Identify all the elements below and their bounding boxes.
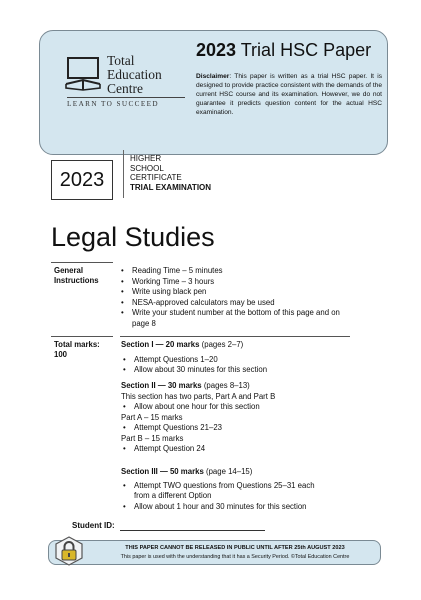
security-footer [48,540,381,565]
section-2-intro: This section has two parts, Part A and Part B [121,391,276,401]
hsc-title-block [130,154,211,192]
hsc-line: CERTIFICATE [130,173,182,182]
paper-title-rest: Trial HSC Paper [240,40,372,60]
section-name: Section II [121,381,156,390]
section-marks: 30 marks [167,381,202,390]
section-heading: Section III — 50 marks (page 14–15) [121,467,253,476]
disclaimer-label: Disclaimer [196,73,230,80]
section-rule [120,336,350,337]
logo-tagline: LEARN TO SUCCEED [67,100,160,108]
open-book-icon [64,56,102,92]
student-id-label: Student ID: [72,521,115,530]
list-item: • Allow about 1 hour and 30 minutes for this section [121,502,321,513]
subject-title: Legal Studies [51,222,215,252]
hsc-trial-line: TRIAL EXAMINATION [130,182,212,192]
paper-title [196,40,382,61]
list-item: • Attempt Questions 1–20 [121,355,371,366]
section-name: Section III [121,467,158,476]
section-rule [51,336,113,337]
list-item: • Attempt TWO questions from Questions 25–31 each from a different Option [121,481,321,502]
section-1-list [121,355,371,376]
logo-line: Total [107,53,135,68]
list-item: • Working Time – 3 hours [119,277,359,288]
section-pages: (pages 8–13) [203,381,250,390]
section-3-list [121,481,321,513]
total-marks-value: 100 [54,350,68,359]
padlock-badge-icon [55,536,83,566]
hsc-line: SCHOOL [130,163,164,173]
section-name: Section I [121,340,154,349]
section-heading: Section II — 30 marks (pages 8–13) [121,381,250,390]
section-pages: (pages 2–7) [201,340,244,349]
label-line: Instructions [54,276,99,285]
paper-title-year: 2023 [196,40,237,60]
exam-year-divider [123,150,124,198]
exam-year-box: 2023 [51,160,113,200]
list-item: • Attempt Questions 21–23 [121,423,371,434]
list-item: • Reading Time – 5 minutes [119,266,359,277]
logo-wordmark [107,54,187,96]
section-2-list [121,402,371,413]
part-b-heading: Part B – 15 marks [121,433,184,443]
section-marks: 20 marks [165,340,200,349]
section-pages: (page 14–15) [205,467,253,476]
student-id-field[interactable] [120,530,265,531]
section-1 [121,340,371,376]
part-a-heading: Part A – 15 marks [121,412,183,422]
disclaimer-text: : This paper is written as a trial HSC paper. It is designed to provide practice consistent with the demands of the current HSC course and its examination. However, we do not guarantee it predicts question content for the actual HSC examination. [196,73,382,116]
section-2 [121,381,371,455]
list-item: • Write your student number at the bottom of this page and on page 8 [119,308,359,329]
list-item: • NESA-approved calculators may be used [119,298,359,309]
section-rule [51,262,113,263]
section-heading: Section I — 20 marks (pages 2–7) [121,340,244,349]
part-a-list [121,423,371,434]
total-marks-label [54,340,114,360]
label-line: Total marks: [54,340,100,349]
list-item: • Allow about one hour for this section [121,402,371,413]
general-instructions-list [119,266,359,329]
logo-divider [67,97,185,98]
list-item: • Write using black pen [119,287,359,298]
footer-security-notice: This paper is used with the understanding that it has a Security Period. ©Total Education Centre [120,554,350,560]
label-line: General [54,266,84,275]
footer-release-notice: THIS PAPER CANNOT BE RELEASED IN PUBLIC UNTIL AFTER 25th AUGUST 2023 [125,545,345,551]
disclaimer [196,72,382,117]
logo-line: Education [107,67,162,82]
logo-line: Centre [107,81,143,96]
list-item: • Attempt Question 24 [121,444,371,455]
hsc-line: HIGHER [130,154,162,163]
section-3 [121,467,371,512]
part-b-list [121,444,371,455]
section-marks: 50 marks [169,467,204,476]
general-instructions-label [54,266,114,286]
list-item: • Allow about 30 minutes for this section [121,365,371,376]
